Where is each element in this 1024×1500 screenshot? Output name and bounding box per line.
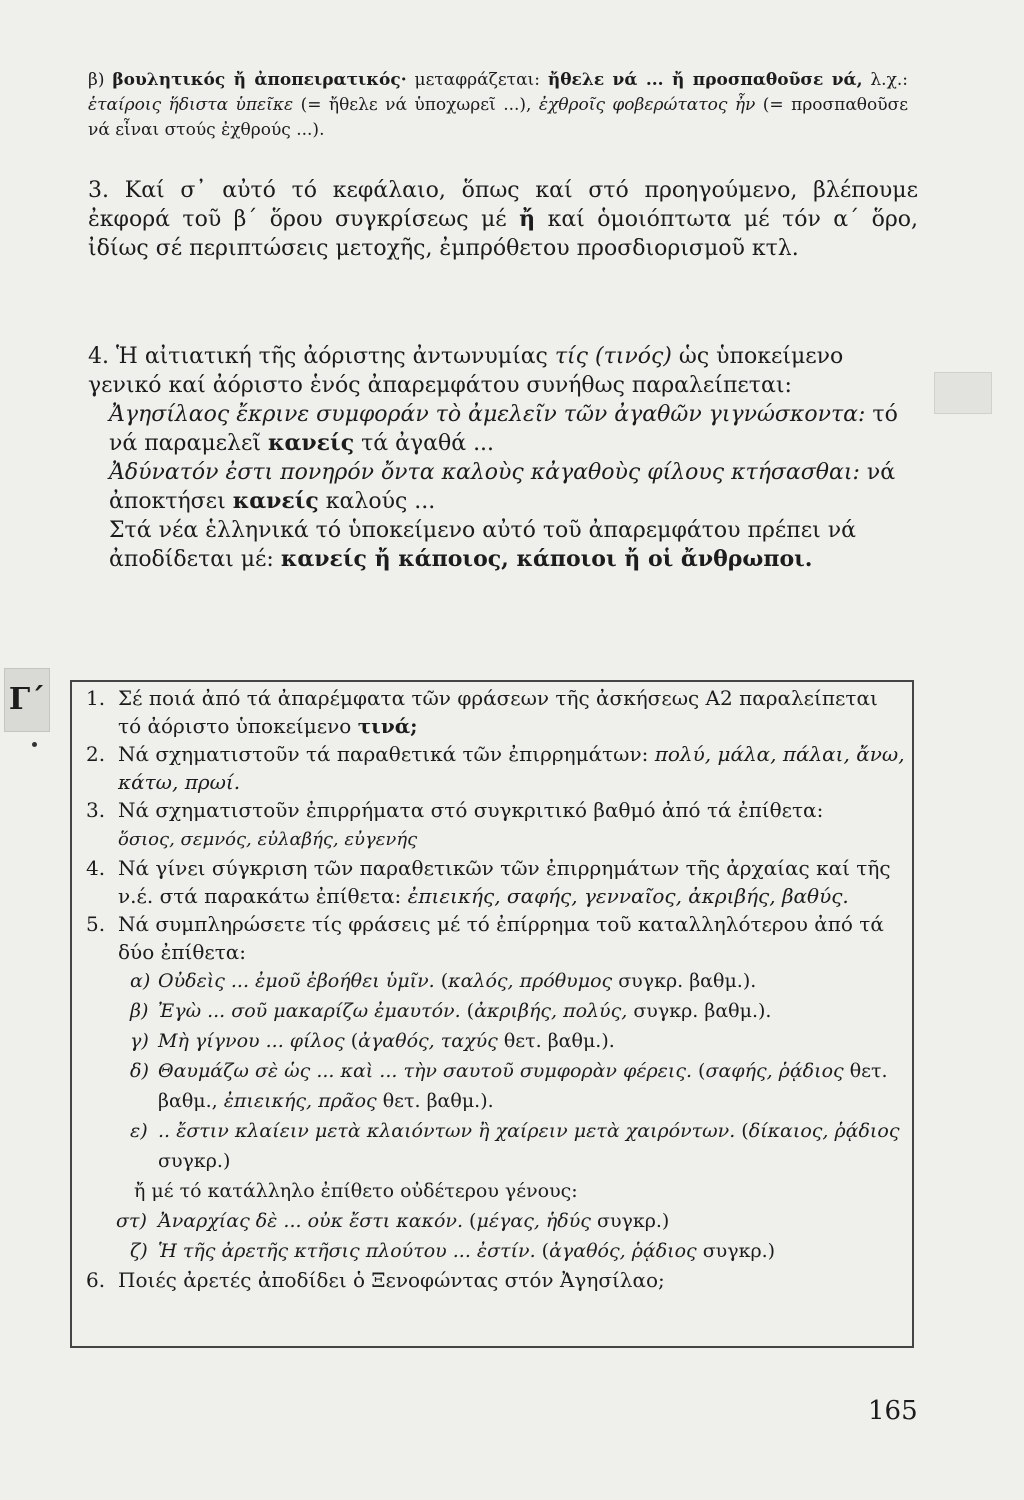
note-example2: ἐχθροῖς φοβερώτατος ἦν [538, 95, 756, 115]
note-text2: λ.χ.: [862, 70, 909, 90]
exercise-3-text: Νά σχηματιστοῦν ἐπιρρήματα στό συγκριτικό βαθμό ἀπό τά ἐπίθετα: [118, 798, 824, 822]
item-open-paren: ( [535, 1240, 550, 1262]
item-open-paren: ( [344, 1030, 359, 1052]
paragraph-4-text1: Ἡ αἰτιατική τῆς ἀόριστης ἀντωνυμίας [109, 344, 555, 369]
item-greek: Θαυμάζω σὲ ὡς ... καὶ ... τὴν σαυτοῦ συμφορὰν φέρεις. [158, 1060, 693, 1082]
paragraph-3-text1: Καί σ᾽ αὐτό τό κεφάλαιο, ὅπως καί στό προηγούμενο, βλέπουμε ἐκφορά τοῦ β΄ ὅρου συγκρίσεως μέ [88, 178, 918, 232]
example-2 [88, 458, 918, 516]
example-1-translation-b: τά ἀγαθά ... [354, 431, 495, 456]
page-number: 165 [868, 1396, 918, 1426]
exercise-1 [86, 684, 906, 740]
exercise-5 [86, 910, 906, 966]
item-label: δ) [130, 1060, 149, 1082]
exercise-4-number: 4. [86, 856, 106, 880]
exercise-4-words: ἐπιεικής, σαφής, γενναῖος, ἀκριβής, βαθύς. [407, 884, 849, 908]
item-label: ε) [130, 1120, 148, 1142]
item-adjectives-2: ἐπιεικής, πρᾶος [223, 1090, 377, 1112]
exercise-5-item-d [86, 1056, 906, 1116]
exercise-2-words: πολύ, μάλα, πάλαι, ἄνω, κάτω, πρωί. [118, 742, 905, 794]
example-1-bold: κανείς [267, 430, 355, 456]
paragraph-4-pronoun: τίς (τινός) [554, 344, 672, 369]
item-greek: Ἀναρχίας δὲ ... οὐκ ἔστι κακόν. [158, 1210, 464, 1232]
exercise-1-text: Σέ ποιά ἀπό τά ἀπαρέμφατα τῶν φράσεων τῆς ἀσκήσεως Α2 παραλείπεται τό ἀόριστο ὑποκείμενο [118, 686, 878, 738]
item-degree: συγκρ. βαθμ.). [627, 1000, 772, 1022]
note-beta [88, 68, 908, 143]
note-label: β) [88, 70, 105, 90]
item-label: γ) [130, 1030, 149, 1052]
item-greek: Ἐγὼ ... σοῦ μακαρίζω ἐμαυτόν. [158, 1000, 461, 1022]
item-greek: Ἡ τῆς ἀρετῆς κτῆσις πλούτου ... ἐστίν. [158, 1240, 536, 1262]
note-term: βουλητικός ἤ ἀποπειρατικός· [112, 70, 407, 90]
exercise-4-text: Νά γίνει σύγκριση τῶν παραθετικῶν τῶν ἐπιρρημάτων τῆς ἀρχαίας καί τῆς ν.έ. στά παρακάτω ἐπίθετα: [118, 856, 891, 908]
item-label: β) [130, 1000, 149, 1022]
item-degree: συγκρ.) [158, 1150, 231, 1172]
item-open-paren: ( [463, 1210, 477, 1232]
item-label: α) [130, 970, 151, 992]
item-degree-2: θετ. βαθμ.). [376, 1090, 494, 1112]
exercise-6 [86, 1266, 906, 1294]
item-label: στ) [116, 1210, 147, 1232]
exercise-5-item-b [86, 996, 906, 1026]
exercise-5-item-a [86, 966, 906, 996]
exercise-6-number: 6. [86, 1268, 106, 1292]
exercise-4 [86, 854, 906, 910]
paragraph-3-number: 3. [88, 178, 109, 203]
paragraph-4-last-text: Στά νέα ἑλληνικά τό ὑποκείμενο αὐτό τοῦ ἀπαρεμφάτου πρέπει νά ἀποδίδεται μέ: [109, 518, 857, 572]
item-greek: Οὐδεὶς ... ἐμοῦ ἐβοήθει ὑμῖν. [158, 970, 435, 992]
exercise-3-words: ὅσιος, σεμνός, εὐλαβής, εὐγενής [118, 829, 418, 850]
note-paren1: (= ἤθελε νά ὑποχωρεῖ ...), [293, 95, 539, 115]
exercise-3 [86, 796, 906, 854]
exercise-5-item-c [86, 1026, 906, 1056]
item-adjectives: ἀγαθός, ταχύς [358, 1030, 498, 1052]
example-2-translation-b: καλούς ... [318, 489, 436, 514]
exercise-2-text: Νά σχηματιστοῦν τά παραθετικά τῶν ἐπιρρημάτων: [118, 742, 655, 766]
example-1-greek: Ἀγησίλαος ἔκρινε συμφοράν τὸ ἀμελεῖν τῶν ἀγαθῶν γιγνώσκοντα: [109, 402, 866, 427]
example-2-greek: Ἀδύνατόν ἐστι πονηρόν ὄντα καλοὺς κἀγαθοὺς φίλους κτήσασθαι: [109, 460, 860, 485]
exercise-2-number: 2. [86, 742, 106, 766]
item-greek: Μὴ γίγνου ... φίλος [158, 1030, 345, 1052]
exercise-3-number: 3. [86, 798, 106, 822]
note-example1: ἑταίροις ἥδιστα ὑπεῖκε [88, 95, 294, 115]
margin-dot [32, 742, 37, 747]
note-text1: μεταφράζεται: [406, 70, 548, 90]
example-2-bold: κανείς [232, 488, 319, 514]
paragraph-3 [88, 176, 918, 263]
paragraph-4 [88, 342, 918, 574]
exercise-5-middle: ἤ μέ τό κατάλληλο ἐπίθετο οὐδέτερου γένους: [134, 1180, 578, 1202]
item-label: ζ) [130, 1240, 148, 1262]
item-degree: θετ. βαθμ.). [497, 1030, 615, 1052]
item-adjectives: ἀγαθός, ῥᾴδιος [549, 1240, 697, 1262]
example-1 [88, 400, 918, 458]
item-open-paren: ( [735, 1120, 749, 1142]
item-open-paren: ( [460, 1000, 475, 1022]
exercise-5-number: 5. [86, 912, 106, 936]
item-adjectives: σαφής, ῥᾴδιος [705, 1060, 844, 1082]
exercise-5-item-st [86, 1206, 906, 1236]
item-greek: .. ἔστιν κλαίειν μετὰ κλαιόντων ἢ χαίρειν μετὰ χαιρόντων. [158, 1120, 736, 1142]
note-paren2: (= [755, 95, 784, 115]
item-adjectives: δίκαιος, ῥᾴδιος [748, 1120, 900, 1142]
item-degree: θετ. βαθμ., [158, 1060, 888, 1112]
paragraph-4-last-bold: κανείς ἤ κάποιος, κάποιοι ἤ οἱ ἄνθρωποι. [280, 546, 813, 572]
margin-tab [934, 372, 992, 414]
exercise-1-number: 1. [86, 686, 106, 710]
exercise-5-item-z [86, 1236, 906, 1266]
exercise-5-item-e [86, 1116, 906, 1176]
paragraph-3-bold: ἤ [519, 206, 536, 232]
example-1-translation-a: τό νά παραμελεῖ [109, 402, 898, 456]
exercise-list [86, 684, 906, 1294]
exercise-1-bold: τινά; [357, 714, 418, 738]
section-marker: Γ΄ [4, 668, 50, 732]
item-degree: συγκρ.) [590, 1210, 670, 1232]
item-adjectives: μέγας, ἡδύς [476, 1210, 591, 1232]
example-2-translation-a: νά ἀποκτήσει [109, 460, 896, 514]
item-open-paren: ( [692, 1060, 706, 1082]
exercise-5-text: Νά συμπληρώσετε τίς φράσεις μέ τό ἐπίρρημα τοῦ καταλληλότερου ἀπό τά δύο ἐπίθετα: [118, 912, 884, 964]
item-open-paren: ( [434, 970, 449, 992]
item-degree: συγκρ.) [696, 1240, 776, 1262]
paragraph-4-text2: ὡς ὑποκείμενο γενικό καί ἀόριστο ἑνός ἀπαρεμφάτου συνήθως παραλείπεται: [88, 344, 844, 398]
exercise-2 [86, 740, 906, 796]
exercise-6-text: Ποιές ἀρετές ἀποδίδει ὁ Ξενοφώντας στόν Ἀγησίλαο; [118, 1268, 665, 1292]
paragraph-4-number: 4. [88, 344, 109, 369]
note-bold1: ἤθελε νά ... ἤ προσπαθοῦσε νά, [547, 70, 863, 90]
item-degree: συγκρ. βαθμ.). [612, 970, 757, 992]
note-line3: προσπαθοῦσε νά εἶναι στούς ἐχθρούς ...). [88, 95, 909, 140]
paragraph-3-text2: καί ὁμοιόπτωτα μέ τόν α΄ ὅρο, ἰδίως σέ περιπτώσεις μετοχῆς, ἐμπρόθετου προσδιορισμοῦ κτλ. [88, 207, 918, 261]
item-adjectives: ἀκριβής, πολύς, [474, 1000, 628, 1022]
paragraph-4-conclusion [88, 516, 918, 574]
item-adjectives: καλός, πρόθυμος [448, 970, 613, 992]
